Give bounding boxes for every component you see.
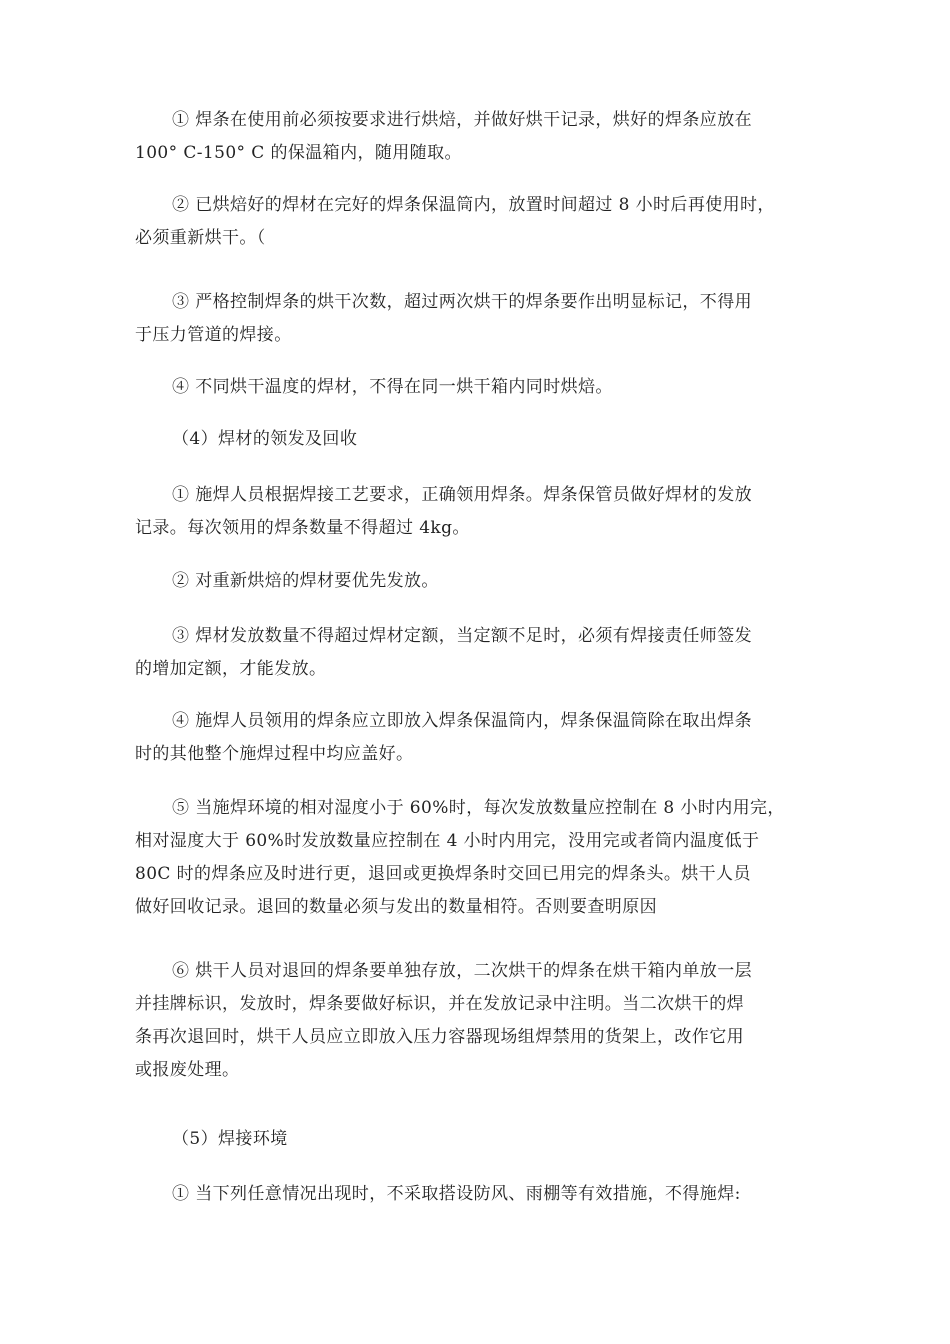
text-line: ① 当下列任意情况出现时，不采取搭设防风、雨棚等有效措施，不得施焊: xyxy=(172,1184,741,1204)
text-line: 记录。每次领用的焊条数量不得超过 4kg。 xyxy=(135,518,470,538)
paragraph-environment-conditions xyxy=(135,1178,825,1211)
text-line: 必须重新烘干。（ xyxy=(135,228,266,248)
text-line: 做好回收记录。退回的数量必须与发出的数量相符。否则要查明原因 xyxy=(135,897,657,917)
text-line: 于压力管道的焊接。 xyxy=(135,325,292,345)
paragraph-priority-issue xyxy=(135,565,825,598)
text-line: 相对湿度大于 60%时发放数量应控制在 4 小时内用完，没用完或者筒内温度低于 xyxy=(135,831,760,851)
text-line: ③ 严格控制焊条的烘干次数，超过两次烘干的焊条要作出明显标记，不得用 xyxy=(172,292,753,312)
section-heading-welding-environment xyxy=(135,1123,825,1156)
text-line: 的增加定额，才能发放。 xyxy=(135,659,327,679)
paragraph-returned-electrodes xyxy=(135,955,825,1087)
text-line: ① 焊条在使用前必须按要求进行烘焙，并做好烘干记录，烘好的焊条应放在 xyxy=(172,110,753,130)
text-line: ④ 不同烘干温度的焊材，不得在同一烘干箱内同时烘焙。 xyxy=(172,377,613,397)
text-line: ⑥ 烘干人员对退回的焊条要单独存放，二次烘干的焊条在烘干箱内单放一层 xyxy=(172,961,753,981)
section-heading: （4）焊材的领发及回收 xyxy=(172,429,358,449)
text-line: ④ 施焊人员领用的焊条应立即放入焊条保温筒内，焊条保温筒除在取出焊条 xyxy=(172,711,753,731)
paragraph-bake-count xyxy=(135,286,825,352)
paragraph-insulated-tube xyxy=(135,705,825,771)
paragraph-bake-before-use xyxy=(135,104,825,170)
text-line: ① 施焊人员根据焊接工艺要求，正确领用焊条。焊条保管员做好焊材的发放 xyxy=(172,485,753,505)
text-line: 100° C-150° C 的保温箱内，随用随取。 xyxy=(135,143,462,163)
section-heading: （5）焊接环境 xyxy=(172,1129,288,1149)
paragraph-bake-temperature xyxy=(135,371,825,404)
paragraph-humidity-control xyxy=(135,792,825,924)
paragraph-issue-record xyxy=(135,479,825,545)
paragraph-issue-quota xyxy=(135,620,825,686)
text-line: 80C 时的焊条应及时进行更，退回或更换焊条时交回已用完的焊条头。烘干人员 xyxy=(135,864,751,884)
text-line: ⑤ 当施焊环境的相对湿度小于 60%时，每次发放数量应控制在 8 小时内用完， xyxy=(172,798,785,818)
text-line: 时的其他整个施焊过程中均应盖好。 xyxy=(135,744,414,764)
text-line: ② 对重新烘焙的焊材要优先发放。 xyxy=(172,571,439,591)
text-line: ③ 焊材发放数量不得超过焊材定额，当定额不足时，必须有焊接责任师签发 xyxy=(172,626,753,646)
section-heading-issue-and-recovery xyxy=(135,423,825,456)
text-line: 并挂牌标识，发放时，焊条要做好标识，并在发放记录中注明。当二次烘干的焊 xyxy=(135,994,744,1014)
text-line: 条再次退回时，烘干人员应立即放入压力容器现场组焊禁用的货架上，改作它用 xyxy=(135,1027,744,1047)
text-line: ② 已烘焙好的焊材在完好的焊条保温筒内，放置时间超过 8 小时后再使用时， xyxy=(172,195,775,215)
paragraph-storage-time xyxy=(135,189,825,255)
text-line: 或报废处理。 xyxy=(135,1060,240,1080)
